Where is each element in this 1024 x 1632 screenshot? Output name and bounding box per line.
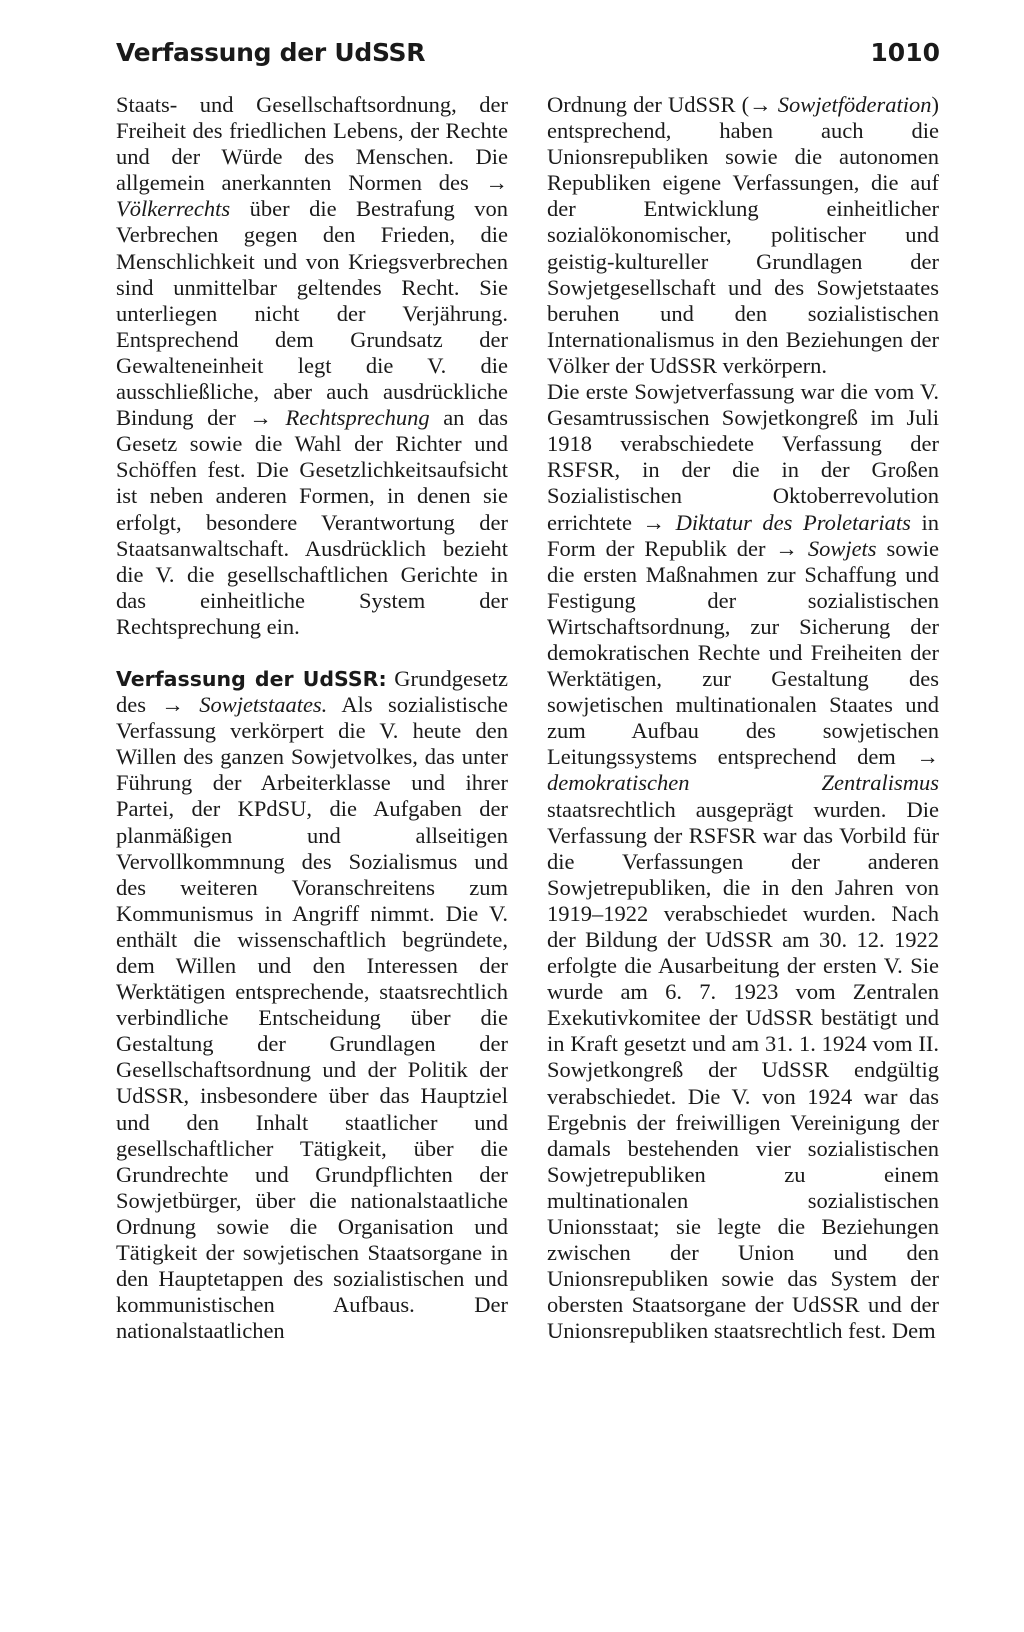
dictionary-entry: Verfassung der UdSSR: Grundgesetz des → Sowjetstaates. Als sozialistische Verfassung verkörpert die V. heute den Willen des ganzen Sowjetvolkes, das unter Führung der Arbeiterklasse und ihrer Partei, der KPdSU, die Aufgaben der planmäßigen und allseitigen Vervollkommnung des Sozialismus und des weiteren Voranschreitens zum Kommunismus in Angriff nimmt. Die V. enthält die wissenschaftlich begründete, dem Willen und den Interessen der Werktätigen entsprechende, staatsrechtlich verbindliche Entscheidung über die Gestaltung der Grundlagen der Gesellschaftsordnung und der Politik der UdSSR, insbesondere über das Hauptziel und den Inhalt staatlicher und gesellschaftlicher Tätigkeit, über die Grundrechte und Grundpflichten der Sowjetbürger, über die nationalstaatliche Ordnung sowie die Organisation und Tätigkeit der sowjetischen Staatsorgane in den Hauptetappen des sozialistischen und kommunistischen Aufbaus. Der nationalstaatlichen (116, 665, 508, 1344)
left-column (116, 92, 508, 1344)
cross-reference: demokratischen Zentralismus (547, 770, 939, 796)
cross-reference: Sowjetföderation (777, 92, 932, 117)
cross-reference-arrow-icon: → (642, 509, 676, 535)
page-number: 1010 (870, 38, 940, 67)
paragraph: Die erste Sowjetverfassung war die vom V. Gesamtrussischen Sowjetkongreß im Juli 1918 verabschiedete Verfassung der RSFSR, in der die in der Großen Sozialistischen Oktoberrevolution errichtete → Diktatur des Proletariats in Form der Republik der → Sowjets sowie die ersten Maßnahmen zur Schaffung und Festigung der sozialistischen Wirtschaftsordnung, zur Sicherung der demokratischen Rechte und Freiheiten der Werktätigen, zur Gestaltung des sowjetischen multinationalen Staates und zum Aufbau des sowjetischen Leitungssystems entsprechend dem → demokratischen Zentralismus staatsrechtlich ausgeprägt wurden. Die Verfassung der RSFSR war das Vorbild für die Verfassungen der anderen Sowjetrepubliken, die in den Jahren von 1919–1922 verabschiedet wurden. Nach der Bildung der UdSSR am 30. 12. 1922 erfolgte die Ausarbeitung der ersten V. Sie wurde am 6. 7. 1923 vom Zentralen Exekutivkomitee der UdSSR bestätigt und in Kraft gesetzt und am 31. 1. 1924 vom II. Sowjetkongreß der UdSSR endgültig verabschiedet. Die V. von 1924 war das Ergebnis der freiwilligen Vereinigung der damals bestehenden vier sozialistischen Sowjetrepubliken zu einem multinationalen sozialistischen Unionsstaat; sie legte die Beziehungen zwischen der Union und den Unionsrepubliken sowie das System der obersten Staatsorgane der UdSSR und der Unionsrepubliken staatsrechtlich fest. Dem (547, 379, 939, 1344)
cross-reference: Diktatur des Proletariats (675, 509, 911, 535)
cross-reference-arrow-icon: → (749, 92, 778, 117)
cross-reference: Völkerrechts (116, 196, 231, 222)
right-column (547, 92, 939, 1345)
cross-reference: Sowjets (807, 535, 877, 561)
cross-reference: Rechtsprechung (285, 405, 430, 431)
running-head: Verfassung der UdSSR (116, 38, 426, 67)
paragraph: Ordnung der UdSSR (→ Sowjetföderation) entsprechend, haben auch die Unionsrepubliken sowie die autonomen Republiken eigene Verfassungen, die auf der Entwicklung einheitlicher sozialökonomischer, politischer und geistig-kultureller Grundlagen der Sowjetgesellschaft und des Sowjetstaates beruhen und den sozialistischen Internationalismus in den Beziehungen der Völker der UdSSR verkörpern. (547, 92, 939, 378)
cross-reference: Sowjetstaates. (199, 692, 328, 718)
entry-headword: Verfassung der UdSSR: (116, 666, 387, 691)
cross-reference-arrow-icon: → (775, 535, 808, 561)
cross-reference-arrow-icon: → (485, 170, 508, 196)
cross-reference-arrow-icon: → (161, 692, 200, 718)
continuation-paragraph: Staats- und Gesellschaftsordnung, der Freiheit des friedlichen Lebens, der Rechte und der Würde des Menschen. Die allgemein anerkannten Normen des → Völkerrechts über die Bestrafung von Verbrechen gegen den Frieden, die Menschlichkeit und von Kriegsverbrechen sind unmittelbar geltendes Recht. Sie unterliegen nicht der Verjährung. Entsprechend dem Grundsatz der Gewalteneinheit legt die V. die ausschließliche, aber auch ausdrückliche Bindung der → Rechtsprechung an das Gesetz sowie die Wahl der Richter und Schöffen fest. Die Gesetzlichkeitsaufsicht ist neben anderen Formen, in denen sie erfolgt, besondere Verantwortung der Staatsanwaltschaft. Ausdrücklich bezieht die V. die gesellschaftlichen Gerichte in das einheitliche System der Rechtsprechung ein. (116, 92, 508, 639)
cross-reference-arrow-icon: → (249, 405, 286, 431)
cross-reference-arrow-icon: → (916, 744, 939, 770)
